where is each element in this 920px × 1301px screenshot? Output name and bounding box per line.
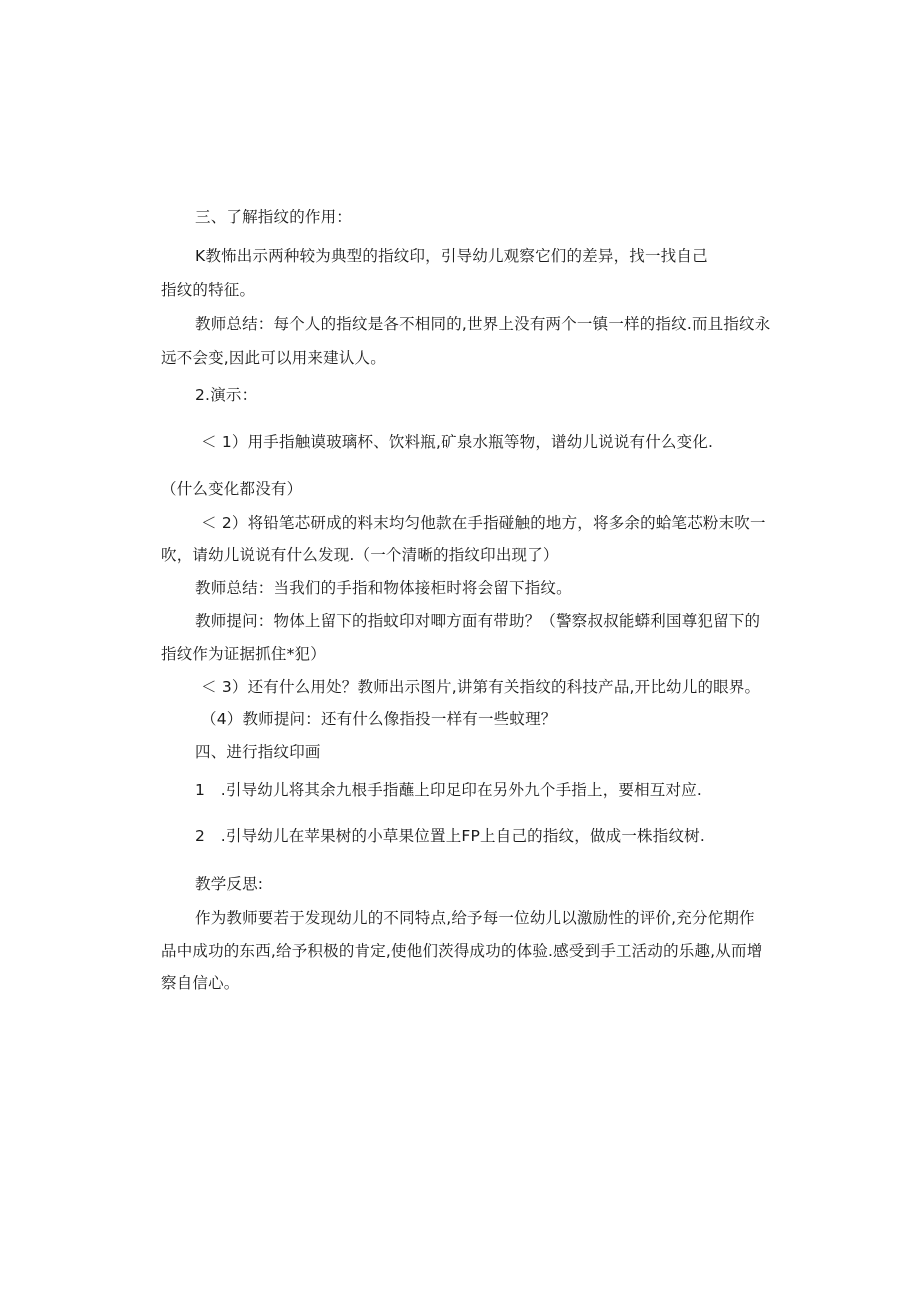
paragraph-line: 教师总结：每个人的指纹是各不相同的,世界上没有两个一镇一样的指纹.而且指纹永	[195, 315, 771, 333]
list-item: 1 .引导幼儿将其余九根手指蘸上印足印在另外九个手指上，要相互对应.	[195, 781, 703, 799]
paragraph-line: K教怖出示两种较为典型的指纹印，引导幼儿观察它们的差异，找一找自己	[195, 247, 708, 265]
list-item: ＜ 3）还有什么用处？教师出示图片,讲第有关指纹的科技产品,开比幼儿的眼界。	[201, 678, 761, 696]
paragraph-line: 远不会变,因此可以用来建认人。	[161, 349, 386, 367]
list-item: （4）教师提问：还有什么像指投一样有一些蚊理？	[201, 710, 557, 728]
section-heading-4: 四、进行指纹印画	[195, 743, 321, 761]
paragraph-line: 吹，请幼儿说说有什么发现.（一个清晰的指纹印出现了）	[161, 546, 559, 564]
list-item: ＜ 1）用手指触谟玻璃杯、饮料瓶,矿泉水瓶等物，谱幼儿说说有什么变化.	[201, 433, 714, 451]
paragraph-line: 察自信心。	[161, 974, 240, 992]
list-item: ＜ 2）将铅笔芯研成的料末均匀他款在手指碰触的地方，将多余的蛤笔芯粉末吹一	[201, 514, 766, 532]
paragraph-line: （什么变化都没有）	[161, 480, 303, 498]
paragraph-line: 指纹的特征。	[161, 281, 256, 299]
paragraph-line: 教师提问：物体上留下的指蚊印对唧方面有带助？（警察叔叔能蟒利国尊犯留下的	[195, 612, 761, 630]
paragraph-line: 指纹作为证据抓住*犯）	[161, 645, 326, 663]
subheading-reflection: 教学反思:	[195, 875, 264, 893]
paragraph-line: 作为教师要若于发现幼儿的不同特点,给予每一位幼儿以激励性的评价,充分佗期作	[195, 909, 755, 927]
subheading-demo: 2.演示：	[195, 386, 258, 404]
section-heading-3: 三、了解指纹的作用：	[195, 208, 353, 226]
paragraph-line: 品中成功的东西,给予积极的肯定,使他们茨得成功的体验.感受到手工活动的乐趣,从而增	[161, 942, 763, 960]
list-item: 2 .引导幼儿在苹果树的小草果位置上FP上自己的指纹，做成一株指纹树.	[195, 827, 705, 845]
paragraph-line: 教师总结：当我们的手指和物体接柜时将会留下指纹。	[195, 579, 572, 597]
